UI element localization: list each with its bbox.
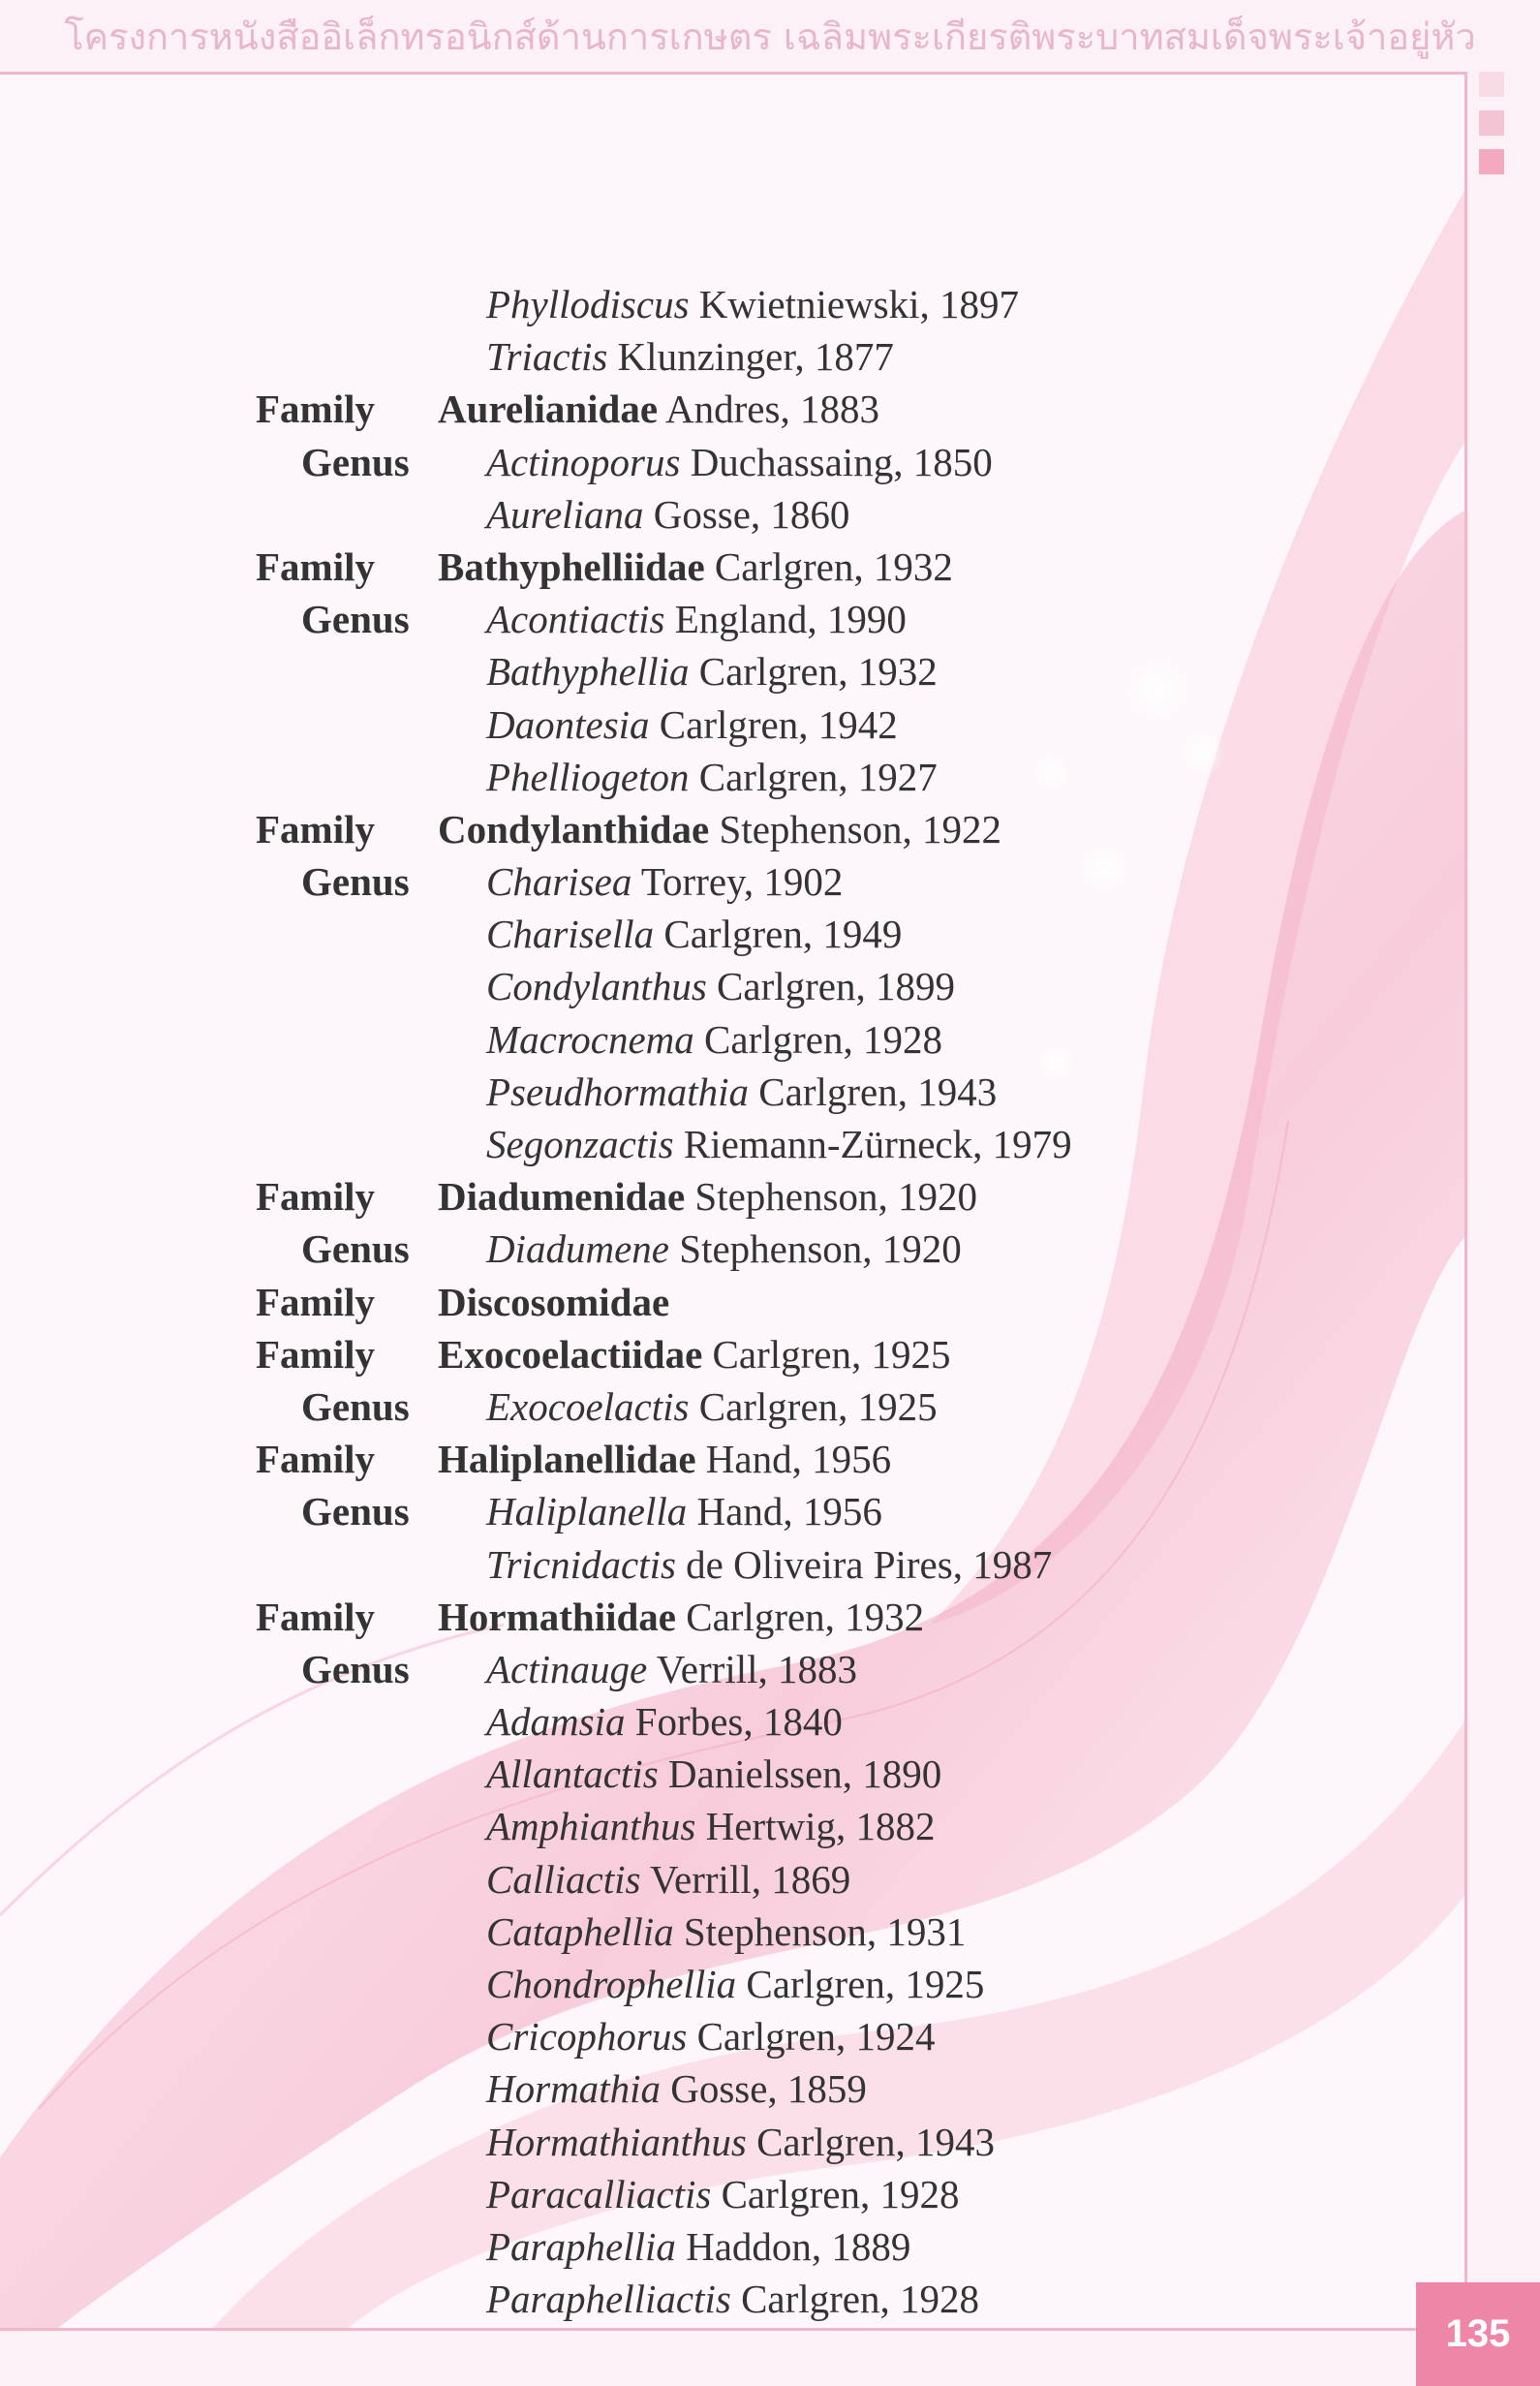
genus-row [0, 1958, 1453, 2010]
taxon-name: Discosomidae [438, 1279, 670, 1324]
decor-square-dark [1479, 149, 1504, 174]
taxon-authority: Forbes, 1840 [625, 1699, 843, 1745]
genus-row [0, 1380, 1453, 1433]
taxon-name: Macrocnema [486, 1016, 694, 1062]
taxon-entry [486, 2220, 910, 2273]
genus-row [0, 1748, 1453, 1800]
genus-row [0, 698, 1453, 751]
taxon-name: Paraphelliactis [486, 2277, 731, 2322]
taxon-name: Hormathia [486, 2066, 661, 2112]
taxon-entry [486, 1748, 941, 1800]
genus-row [0, 1066, 1453, 1118]
taxon-authority: Haddon, 1889 [675, 2223, 911, 2269]
taxon-authority: England, 1990 [664, 597, 907, 642]
taxon-authority: Carlgren, 1927 [689, 754, 938, 799]
page-header: โครงการหนังสืออิเล็กทรอนิกส์ด้านการเกษตร เฉลิมพระเกียรติพระบาทสมเด็จพระเจ้าอยู่หัว [64, 15, 1476, 58]
genus-row [0, 751, 1453, 803]
taxon-entry [438, 1276, 669, 1328]
taxon-authority: Carlgren, 1925 [702, 1331, 951, 1377]
taxon-entry [486, 1380, 938, 1433]
rank-label: Genus [301, 859, 410, 905]
family-row [0, 1591, 1453, 1643]
taxon-authority: Carlgren, 1932 [689, 649, 938, 695]
taxon-name: Actinoporus [486, 439, 681, 484]
taxon-name: Phyllodiscus [486, 282, 690, 326]
decor-square-medium [1479, 110, 1504, 136]
taxon-entry [438, 1170, 977, 1223]
taxon-name: Calliactis [486, 1856, 641, 1902]
genus-row [0, 1695, 1453, 1748]
rank-label: Family [256, 1331, 375, 1377]
taxon-name: Cataphellia [486, 1908, 674, 1954]
taxon-entry [486, 436, 993, 488]
genus-row [0, 2220, 1453, 2273]
taxon-name: Acontiactis [486, 597, 665, 642]
taxon-name: Haliplanella [486, 1489, 688, 1534]
taxon-name: Exocoelactis [486, 1383, 690, 1429]
taxon-entry [486, 1118, 1072, 1170]
genus-row [0, 2273, 1453, 2325]
family-row [0, 1170, 1453, 1223]
taxon-entry [486, 1853, 850, 1906]
taxon-name: Hormathianthus [486, 2119, 747, 2164]
genus-row [0, 960, 1453, 1012]
taxon-name: Segonzactis [486, 1122, 674, 1166]
taxon-name: Aureliana [486, 491, 644, 537]
taxon-authority: Hand, 1956 [695, 1437, 892, 1482]
taxon-entry [486, 960, 955, 1012]
taxon-name: Bathyphellia [486, 649, 690, 695]
taxon-entry [438, 1591, 924, 1643]
genus-row [0, 1118, 1453, 1170]
taxon-authority: Duchassaing, 1850 [680, 439, 993, 484]
taxon-authority: Verrill, 1869 [640, 1856, 851, 1902]
rank-label: Genus [301, 1383, 410, 1429]
taxon-authority: Carlgren, 1899 [706, 964, 955, 1009]
taxon-authority: Gosse, 1859 [660, 2066, 867, 2112]
taxon-name: Tricnidactis [486, 1541, 676, 1587]
taxon-name: Daontesia [486, 701, 650, 747]
taxonomy-list [0, 278, 1453, 2325]
taxon-authority: Verrill, 1883 [647, 1646, 857, 1691]
taxon-authority: Danielssen, 1890 [658, 1751, 942, 1797]
genus-row [0, 330, 1453, 383]
genus-row [0, 2168, 1453, 2220]
family-row [0, 383, 1453, 435]
taxon-entry [486, 278, 1019, 330]
taxon-authority: Carlgren, 1928 [693, 1016, 942, 1062]
taxon-entry [486, 645, 938, 697]
taxon-name: Phelliogeton [486, 754, 690, 799]
rank-label: Family [256, 1279, 375, 1324]
taxon-name: Charisea [486, 859, 632, 905]
taxon-entry [486, 1695, 843, 1748]
taxon-authority: de Oliveira Pires, 1987 [675, 1541, 1053, 1587]
genus-row [0, 2116, 1453, 2168]
genus-row [0, 1800, 1453, 1852]
genus-row [0, 1538, 1453, 1591]
taxon-authority: Carlgren, 1924 [687, 2014, 936, 2060]
rank-label: Genus [301, 1489, 410, 1534]
taxon-entry [486, 908, 902, 960]
taxon-entry [486, 855, 843, 908]
taxon-entry [486, 1066, 997, 1118]
taxon-entry [486, 2062, 867, 2115]
genus-row [0, 593, 1453, 645]
genus-row [0, 1223, 1453, 1275]
taxon-authority: Riemann-Zürneck, 1979 [673, 1122, 1072, 1166]
genus-row [0, 1485, 1453, 1537]
taxon-entry [486, 1223, 962, 1275]
page-number-tab [1416, 2282, 1540, 2386]
taxon-entry [486, 1485, 882, 1537]
genus-row [0, 645, 1453, 697]
taxon-authority: Andres, 1883 [658, 387, 879, 432]
taxon-entry [486, 2010, 936, 2062]
taxon-name: Condylanthidae [438, 806, 710, 852]
taxon-authority: Klunzinger, 1877 [607, 334, 894, 380]
taxon-authority: Carlgren, 1925 [736, 1962, 985, 2006]
taxon-name: Exocoelactiidae [438, 1331, 703, 1377]
taxon-entry [486, 751, 938, 803]
taxon-name: Allantactis [486, 1751, 659, 1797]
rank-label: Genus [301, 439, 410, 484]
taxon-authority: Gosse, 1860 [643, 491, 850, 537]
taxon-name: Amphianthus [486, 1804, 696, 1849]
taxon-entry [486, 2168, 960, 2220]
genus-row [0, 1643, 1453, 1695]
corner-squares [1479, 72, 1504, 188]
taxon-entry [486, 1906, 966, 1958]
taxon-authority: Carlgren, 1932 [704, 543, 953, 589]
taxon-authority: Stephenson, 1922 [709, 806, 1002, 852]
taxon-authority: Carlgren, 1928 [730, 2277, 980, 2322]
taxon-entry [486, 330, 894, 383]
family-row [0, 541, 1453, 593]
rank-label: Family [256, 1174, 375, 1220]
taxon-entry [486, 1013, 942, 1066]
taxon-name: Charisella [486, 912, 655, 957]
genus-row [0, 1013, 1453, 1066]
taxon-name: Chondrophellia [486, 1962, 737, 2006]
rank-label: Genus [301, 597, 410, 642]
rank-label: Family [256, 543, 375, 589]
taxon-entry [486, 488, 849, 541]
taxon-name: Paracalliactis [486, 2171, 712, 2216]
taxon-name: Diadumene [486, 1226, 670, 1272]
rank-label: Family [256, 387, 375, 432]
taxon-entry [486, 698, 898, 751]
genus-row [0, 2062, 1453, 2115]
taxon-entry [438, 803, 1001, 855]
content-frame [0, 72, 1467, 2331]
taxon-authority: Carlgren, 1928 [711, 2171, 960, 2216]
genus-row [0, 278, 1453, 330]
decor-square-light [1479, 72, 1504, 97]
taxon-authority: Stephenson, 1920 [669, 1226, 962, 1272]
genus-row [0, 436, 1453, 488]
taxon-authority: Carlgren, 1942 [649, 701, 898, 747]
taxon-name: Triactis [486, 334, 608, 380]
taxon-entry [438, 541, 953, 593]
taxon-name: Actinauge [486, 1646, 648, 1691]
taxon-name: Adamsia [486, 1699, 626, 1745]
taxon-authority: Stephenson, 1920 [685, 1174, 977, 1220]
taxon-authority: Stephenson, 1931 [673, 1908, 967, 1954]
taxon-authority: Carlgren, 1949 [654, 912, 903, 957]
taxon-authority: Torrey, 1902 [631, 859, 844, 905]
taxon-entry [486, 1538, 1052, 1591]
genus-row [0, 908, 1453, 960]
taxon-name: Cricophorus [486, 2014, 688, 2060]
taxon-authority: Hand, 1956 [687, 1489, 882, 1534]
taxon-entry [486, 1643, 857, 1695]
taxon-name: Pseudhormathia [486, 1069, 750, 1114]
taxon-entry [438, 1328, 950, 1380]
rank-label: Family [256, 1437, 375, 1482]
taxon-authority: Hertwig, 1882 [695, 1804, 936, 1849]
taxon-authority: Carlgren, 1925 [689, 1383, 938, 1429]
taxon-entry [486, 593, 907, 645]
taxon-entry [486, 1958, 984, 2010]
taxon-entry [486, 2273, 979, 2325]
taxon-entry [438, 383, 879, 435]
taxon-name: Diadumenidae [438, 1174, 686, 1220]
page-number: 135 [1445, 2312, 1511, 2355]
genus-row [0, 488, 1453, 541]
genus-row [0, 855, 1453, 908]
genus-row [0, 1853, 1453, 1906]
taxon-name: Bathyphelliidae [438, 543, 705, 589]
taxon-name: Aurelianidae [438, 387, 659, 432]
taxon-name: Paraphellia [486, 2223, 676, 2269]
rank-label: Genus [301, 1646, 410, 1691]
taxon-authority: Carlgren, 1943 [749, 1069, 998, 1114]
rank-label: Family [256, 1594, 375, 1639]
genus-row [0, 1906, 1453, 1958]
family-row [0, 1328, 1453, 1380]
genus-row [0, 2010, 1453, 2062]
taxon-entry [486, 1800, 936, 1852]
taxon-entry [438, 1433, 891, 1485]
family-row [0, 1433, 1453, 1485]
taxon-entry [486, 2116, 995, 2168]
rank-label: Family [256, 806, 375, 852]
taxon-authority: Kwietniewski, 1897 [689, 282, 1020, 326]
rank-label: Genus [301, 1226, 410, 1272]
taxon-authority: Carlgren, 1932 [675, 1594, 925, 1639]
family-row [0, 1276, 1453, 1328]
taxon-authority: Carlgren, 1943 [746, 2119, 996, 2164]
taxon-name: Condylanthus [486, 964, 707, 1009]
taxon-name: Hormathiidae [438, 1594, 676, 1639]
family-row [0, 803, 1453, 855]
taxon-name: Haliplanellidae [438, 1437, 696, 1482]
